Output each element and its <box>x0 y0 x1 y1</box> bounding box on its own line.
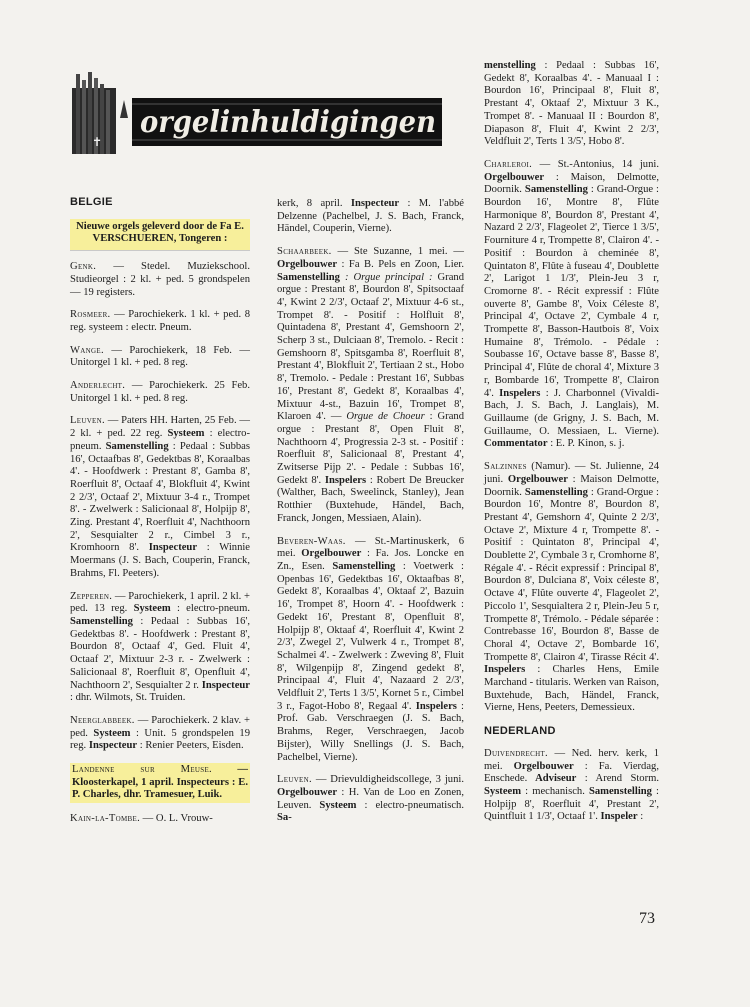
place-name: Genk. <box>70 261 97 273</box>
place-name: Leuven. <box>70 415 105 427</box>
highlighted-notice: Nieuwe orgels geleverd door de Fa E. VERSCHUEREN, Tongeren : <box>70 219 250 251</box>
entry-leuven-continued: menstelling : Pedaal : Subbas 16', Gedekt 8', Koraalbas 4'. - Manuaal I : Bourdon 16', Principaal 8', Fluit 8', Prestant 4', Oktaaf 2', Mixtuur 3 K., Trompet 8'. - Manuaal II : Bourdon 8', Diapason 8', Fluit 4', Kwint 2 2/3', Veldfluit 2', Terts 1 3/5', Hobo 8'. <box>484 60 659 148</box>
place-name: Salzinnes <box>484 461 527 473</box>
country-heading-nederland: NEDERLAND <box>484 725 556 738</box>
entry-leuven-drievuldigheid: Leuven. — Drievuldigheidscollege, 3 juni. Orgelbouwer : H. Van de Loo en Zonen, Leuven. Systeem : electro-pneumatisch. Sa- <box>277 774 464 824</box>
place-name: Charleroi. <box>484 158 533 170</box>
place-name: Leuven. <box>277 774 312 786</box>
entry-wange: Wange. — Parochiekerk, 18 Feb. — Unitorgel 1 kl. + ped. 8 reg. <box>70 344 250 369</box>
place-name: Beveren-Waas. <box>277 535 346 547</box>
page-number: 73 <box>639 910 655 927</box>
entry-kain-continued: kerk, 8 april. Inspecteur : M. l'abbé Delzenne (Pachelbel, J. S. Bach, Franck, Händel, Couperin, Vierne). <box>277 198 465 235</box>
entry-salzinnes: Salzinnes (Namur). — St. Julienne, 24 juni. Orgelbouwer : Maison Delmotte, Doornik. Samenstelling : Grand-Orgue : Bourdon 16', Montre 8', Bourdon 8', Prestant 4', Gemshorn 4', Quinte 2 2/3', Octave 2', Mixture 4 r, Trompette 8'. - Positif : Quintaton 8', Principal 4', Doublette 2', Cymbale 3 r, Cromhorne 8', Régale 4'. - Récit expressif : Principal 8', Bourdon 8', Dulciana 8', Voix céleste 8', Octave 4', Flûte ouverte 4', Flageolet 2', Piccolo 1', Sesquialtera 2 r, Plein-Jeu 5 r, Trompette 8', Trémolo. - Pédale séparée : Contrebasse 16', Bourdon 8', Basse de Choral 4', Octave 2', Bombarde 16', Trompette 8', Clairon 4', Tirasse Récit 4'. Inspelers : Charles Hens, Emile Marchand - titularis. Werken van Raison, Buxtehude, Bach, Händel, Franck, Vierne, Hens, Peeters, Demessieux. <box>484 461 659 714</box>
place-name: Duivendrecht. <box>484 747 548 759</box>
place-name: Schaarbeek. <box>277 246 332 258</box>
entry-duivendrecht: Duivendrecht. — Ned. herv. kerk, 1 mei. Orgelbouwer : Fa. Vierdag, Enschede. Adviseur : Arend Storm. Systeem : mechanisch. Samenstelling : Holpijp 8', Roerfluit 4', Prestant 2', Quintfluit 1 1/3', Octaaf 1'. Inspeler : <box>484 747 660 823</box>
country-heading-belgie: BELGIE <box>70 196 113 208</box>
place-name: Landenne sur Meuse. <box>72 764 212 776</box>
column-2 <box>277 60 464 835</box>
entry-anderlecht: Anderlecht. — Parochiekerk. 25 Feb. Unitorgel 1 kl. + ped. 8 reg. <box>70 380 250 404</box>
entry-rosmeer: Rosmeer. — Parochiekerk. 1 kl. + ped. 8 reg. systeem : electr. Pneum. <box>70 309 250 333</box>
entry-kain-la-tombe: Kain-la-Tombe. — O. L. Vrouw- <box>70 813 213 825</box>
entry-zepperen: Zepperen. — Parochiekerk, 1 april. 2 kl. + ped. 13 reg. Systeem : electro-pneum. Samenstelling : Pedaal : Subbas 16', Gedektbas 8'. - Hoofdwerk : Prestant 8', Bourdon 8', Octaaf 4', Ged. Fluit 4', Octaaf 2', Mixtuur 2-3 r. - Zwelwerk : Salicionaal 8', Roerfluit 8', Openfluit 4', Nachthoorn 2', Sesquialter 2 r. Inspecteur : dhr. Wilmots, St. Truiden. <box>70 590 251 704</box>
entry-genk: Genk. — Stedel. Muziekschool. Studieorgel : 2 kl. + ped. 5 grondspelen — 19 registers. <box>70 261 250 298</box>
entry-neerglabbeek: Neerglabbeek. — Parochiekerk. 2 klav. + ped. Systeem : Unit. 5 grondspelen 19 reg. Inspecteur : Renier Peeters, Eisden. <box>70 714 251 752</box>
column-3 <box>484 60 659 834</box>
entry-charleroi: Charleroi. — St.-Antonius, 14 juni. Orgelbouwer : Maison, Delmotte, Doornik. Samenstelling : Grand-Orgue : Bourdon 16', Montre 8', Flûte Harmonique 8', Bourdon 8', Prestant 4', Nazard 2 2/3', Flageolet 2', Tierce 1 3/5', Fourniture 4 r, Trompette 8', Clairon 4'. - Positif : Bourdon à cheminée 8', Quintaton 8', Flûte à fuseau 4', Doublette 2', Larigot 1 1/3', Plein-Jeu 3 r, Cromorne 8'. - Récit expressif : Flûte ouverte 8', Gambe 8', Voix Céleste 8', Principal 4', Octave 2', Cymbale 4 r, Trompette 8', Basson-Hautbois 8', Voix Humaine 8', Trémolo. - Pédale : Soubasse 16', Octave basse 8', Basse 8', Principal 4', Flûte de choral 4', Mixture 3 r, Bombarde 16', Trompette 8', Clairon 4'. Inspelers : J. Charbonnel (Vivaldi-Bach, J. S. Bach, J. Langlais), M. Guillaume (de Grigny, J. S. Bach, M. Guillaume, O. Messiaen, L. Vierne). Commentator : E. P. Kinon, s. j. <box>484 158 659 450</box>
entry-beveren-waas: Beveren-Waas. — St.-Martinuskerk, 6 mei. Orgelbouwer : Fa. Jos. Loncke en Zn., Esen. Samenstelling : Voetwerk : Openbas 16', Gedektbas 16', Oktaafbas 8', Gedekt 8', Koraalbas 4', Oktaaf 2', Bazuin 16', Trompet 8', Hoorn 4'. - Hoofdwerk : Gedekt 16', Prestant 8', Openfluit 8', Holpijp 8', Oktaaf 4', Roerfluit 4', Kwint 2 2/3', Zwegel 2', Vulwerk 4 r., Trompet 8', Schalmei 4'. - Zwelwerk : Zweving 8', Fluit 8', Wilgenpijp 8', Zingend gedekt 8', Principaal 4', Fluit 4', Nazaard 2 2/3', Veldfluit 2', Terts 1 3/5', Kornet 5 r., Cimbel 3 r., Fagot-Hobo 8', Regaal 4'. Inspelers : Prof. Gab. Verschraegen (J. S. Bach, Brahms, Reger, Verschraegen, Jacob Bijster), Willy Snellings (J. S. Bach, Pachelbel, Vierne). <box>277 535 464 763</box>
entry-landenne-highlighted: Landenne sur Meuse. — Kloosterkapel, 1 april. Inspecteurs : E. P. Charles, dhr. Tramesuer, Luik. <box>70 763 250 803</box>
place-name: Wange. <box>70 344 104 356</box>
cross-icon: ✝ <box>92 135 103 149</box>
organ-pipes-icon <box>72 72 128 154</box>
column-1 <box>70 196 250 836</box>
header-title: orgelinhuldigingen <box>140 105 436 140</box>
place-name: Kain-la-Tombe. <box>70 813 141 825</box>
place-name: Neerglabbeek. <box>70 714 135 726</box>
entry-leuven-harten: Leuven. — Paters HH. Harten, 25 Feb. — 2 kl. + ped. 22 reg. Systeem : electro-pneum. Samenstelling : Pedaal : Subbas 16', Octaafbas 8', Gedektbas 8', Koraalbas 4'. - Hoofdwerk : Prestant 8', Gamba 8', Roerfluit 8', Octaaf 4', Blokfluit 4', Kwint 2 2/3', Octaaf 2', Mixtuur 3-4 r., Trompet 8'. - Zwelwerk : Salicionaal 8', Holpijp 8', Zing. Prestant 4', Roerfluit 4', Nachthoorn 2', Sesquialter 2 r., Cimbel 3 r., Kromhoorn 8'. Inspecteur : Winnie Moermans (J. S. Bach, Couperin, Franck, Brahms, Fl. Peeters). <box>70 415 251 579</box>
place-name: Rosmeer. <box>70 309 111 321</box>
entry-schaarbeek: Schaarbeek. — Ste Suzanne, 1 mei. — Orgelbouwer : Fa B. Pels en Zoon, Lier. Samenstelling : Orgue principal : Grand orgue : Prestant 8', Bourdon 8', Spitsoctaaf 4', Kwint 2 2/3', Octaaf 2', Mixtuur 4-6 st., Trompet 8'. - Positif : Holfluit 8', Quintadena 8', Prestant 4', Gemshoorn 2', Scherp 3 st., Dulciaan 8', Tremolo. - Recit : Gemshoorn 8', Spitsgamba 8', Roerfluit 8', Prestant 4', Blokfluit 2', Tertiaan 2 st., Hobo 8', Tremolo. - Pedale : Prestant 16', Subbas 16', Prestant 8', Gedekt 8', Koraalbas 4', Mixtuur 4-st., Bazuin 16', Trompet 8', Klaroen 4'. — Orgue de Choeur : Grand orgue : Prestant 8', Open Fluit 8', Nachthoorn 4', Progressia 2-3 st. - Positif : Roerfluit 8', Salicionaal 8', Prestant 4', Zwitserse Pijp 2'. - Pedale : Subbas 16', Gedekt 8'. Inspelers : Robert De Breucker (Walther, Bach, Sweelinck, Stanley), Jean Rotthier (Buxtehude, Händel, Bach, Franck, Jongen, Messiaen, Alain). <box>277 246 464 524</box>
place-name: Zepperen. <box>70 590 113 602</box>
place-name: Anderlecht. <box>70 380 126 392</box>
